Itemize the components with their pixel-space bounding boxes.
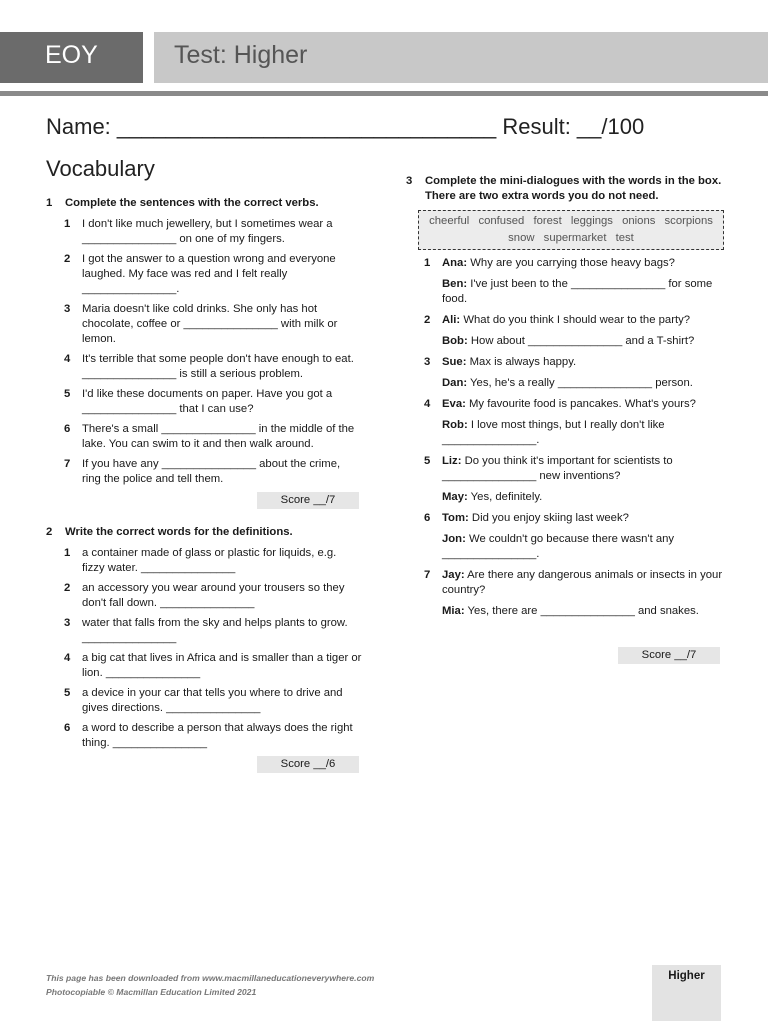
speaker: Jay: — [442, 569, 465, 581]
exercise-number: 3 — [406, 175, 413, 187]
item-number: 4 — [424, 398, 431, 410]
speaker: Dan: — [442, 377, 468, 389]
word-box-word: scorpions — [664, 215, 713, 227]
dialogue-item — [424, 355, 726, 397]
item-text: a word to describe a person that always does the right thing. _______________ — [82, 722, 353, 749]
item-number: 4 — [64, 652, 71, 664]
speaker: May: — [442, 491, 468, 503]
right-column — [406, 174, 726, 680]
dialogue-item — [424, 454, 726, 511]
name-label: Name: — [46, 114, 117, 139]
speaker: Rob: — [442, 419, 468, 431]
item-number: 2 — [64, 253, 71, 265]
line-text: Did you enjoy skiing last week? — [468, 512, 629, 524]
dialogue-line — [442, 568, 726, 598]
line-text: Why are you carrying those heavy bags? — [467, 257, 675, 269]
item-number: 6 — [64, 423, 71, 435]
item-number: 2 — [424, 314, 431, 326]
word-box-word: confused — [478, 215, 525, 227]
dialogue-line — [442, 334, 726, 349]
list-item — [64, 686, 362, 716]
list-item — [64, 422, 362, 452]
list-item — [64, 616, 362, 646]
item-text: a big cat that lives in Africa and is smaller than a tiger or lion. _______________ — [82, 652, 362, 679]
exercise-1-items — [64, 217, 362, 487]
word-box-word: onions — [622, 215, 656, 227]
footer — [46, 971, 374, 999]
line-text: Yes, he's a really _______________ person. — [467, 377, 693, 389]
speaker: Bob: — [442, 335, 468, 347]
exercise-3-score: Score __/7 — [618, 647, 720, 664]
word-box-word: supermarket — [543, 232, 607, 244]
footer-download-note: This page has been downloaded from www.macmillaneducationeverywhere.com — [46, 973, 375, 983]
dialogue-line — [442, 418, 726, 448]
speaker: Ali: — [442, 314, 461, 326]
exercise-number: 1 — [46, 197, 53, 209]
item-number: 1 — [424, 257, 431, 269]
list-item — [64, 252, 362, 297]
dialogue-line — [442, 376, 726, 391]
result-label: Result: — [496, 114, 577, 139]
speaker: Liz: — [442, 455, 462, 467]
exercise-2-score: Score __/6 — [257, 756, 359, 773]
item-text: I'd like these documents on paper. Have you got a _______________ that I can use? — [82, 388, 333, 415]
line-text: Are there any dangerous animals or insects in your country? — [442, 569, 723, 596]
speaker: Ben: — [442, 278, 468, 290]
exercise-3-heading — [406, 174, 726, 204]
speaker: Mia: — [442, 605, 465, 617]
item-text: a device in your car that tells you where to drive and gives directions. _______________ — [82, 687, 343, 714]
dialogue-line — [442, 397, 726, 412]
item-number: 5 — [424, 455, 431, 467]
item-text: water that falls from the sky and helps plants to grow. _______________ — [82, 617, 348, 644]
header-tag: EOY — [45, 41, 98, 69]
dialogue-item — [424, 568, 726, 625]
dialogue-line — [442, 532, 726, 562]
header-tag-box — [0, 32, 143, 83]
line-text: What do you think I should wear to the party? — [460, 314, 691, 326]
dialogue-item — [424, 511, 726, 568]
item-text: an accessory you wear around your trousers so they don't fall down. _______________ — [82, 582, 345, 609]
item-number: 5 — [64, 388, 71, 400]
item-number: 6 — [64, 722, 71, 734]
speaker: Sue: — [442, 356, 467, 368]
header-title-box — [154, 32, 768, 83]
item-number: 3 — [64, 617, 71, 629]
item-number: 2 — [64, 582, 71, 594]
word-box — [418, 210, 724, 250]
item-number: 3 — [424, 356, 431, 368]
item-text: a container made of glass or plastic for liquids, e.g. fizzy water. _______________ — [82, 547, 337, 574]
dialogue-item — [424, 397, 726, 454]
speaker: Jon: — [442, 533, 466, 545]
item-text: I got the answer to a question wrong and everyone laughed. My face was red and I felt really _______________. — [82, 253, 336, 295]
exercise-instruction: Complete the sentences with the correct verbs. — [65, 197, 319, 209]
item-number: 7 — [424, 569, 431, 581]
dialogue-line — [442, 490, 726, 505]
speaker: Tom: — [442, 512, 469, 524]
dialogue-line — [442, 355, 726, 370]
list-item — [64, 387, 362, 417]
list-item — [64, 457, 362, 487]
dialogue-line — [442, 511, 726, 526]
word-box-word: snow — [508, 232, 535, 244]
exercise-3-dialogues — [424, 256, 726, 625]
word-box-word: test — [615, 232, 634, 244]
word-box-word: cheerful — [429, 215, 470, 227]
line-text: How about _______________ and a T-shirt? — [467, 335, 695, 347]
list-item — [64, 302, 362, 347]
dialogue-line — [442, 604, 726, 619]
name-blank: _______________________________ — [116, 114, 497, 139]
result-value: __/100 — [576, 114, 645, 139]
item-text: There's a small _______________ in the middle of the lake. You can swim to it and then walk around. — [82, 423, 355, 450]
item-text: It's terrible that some people don't have enough to eat. _______________ is still a serious problem. — [82, 353, 354, 380]
item-number: 6 — [424, 512, 431, 524]
list-item — [64, 721, 362, 751]
list-item — [64, 352, 362, 382]
item-text: If you have any _______________ about the crime, ring the police and tell them. — [82, 458, 341, 485]
item-text: Maria doesn't like cold drinks. She only has hot chocolate, coffee or _______________ with milk or lemon. — [82, 303, 338, 345]
line-text: Yes, definitely. — [467, 491, 543, 503]
exercise-2-items — [64, 546, 362, 751]
exercise-2-heading — [46, 525, 362, 540]
exercise-1-heading — [46, 196, 362, 211]
word-box-word: forest — [533, 215, 562, 227]
item-number: 1 — [64, 218, 71, 230]
line-text: Do you think it's important for scientists to _______________ new inventions? — [442, 455, 673, 482]
dialogue-item — [424, 313, 726, 355]
dialogue-line — [442, 277, 726, 307]
dialogue-line — [442, 454, 726, 484]
item-number: 3 — [64, 303, 71, 315]
line-text: I love most things, but I really don't like _______________. — [442, 419, 665, 446]
exercise-1-score: Score __/7 — [257, 492, 359, 509]
exercise-instruction: Write the correct words for the definitions. — [65, 526, 293, 538]
footer-copyright: Photocopiable © Macmillan Education Limited 2021 — [46, 987, 257, 997]
exercise-number: 2 — [46, 526, 53, 538]
speaker: Ana: — [442, 257, 468, 269]
line-text: I've just been to the _______________ for some food. — [442, 278, 713, 305]
left-column — [46, 196, 362, 789]
line-text: Yes, there are _______________ and snakes. — [464, 605, 699, 617]
dialogue-item — [424, 256, 726, 313]
list-item — [64, 546, 362, 576]
exercise-instruction: Complete the mini-dialogues with the words in the box. There are two extra words you do not need. — [425, 175, 722, 202]
line-text: We couldn't go because there wasn't any _______________. — [442, 533, 675, 560]
list-item — [64, 581, 362, 611]
item-number: 5 — [64, 687, 71, 699]
item-text: I don't like much jewellery, but I sometimes wear a _______________ on one of my fingers. — [82, 218, 333, 245]
list-item — [64, 651, 362, 681]
item-number: 1 — [64, 547, 71, 559]
line-text: Max is always happy. — [466, 356, 577, 368]
header-rule — [0, 91, 768, 96]
word-box-word: leggings — [570, 215, 613, 227]
item-number: 4 — [64, 353, 71, 365]
section-title: Vocabulary — [46, 156, 155, 181]
dialogue-line — [442, 313, 726, 328]
name-result-line — [46, 114, 644, 140]
dialogue-line — [442, 256, 726, 271]
line-text: My favourite food is pancakes. What's yours? — [465, 398, 696, 410]
list-item — [64, 217, 362, 247]
header-title: Test: Higher — [174, 41, 308, 69]
speaker: Eva: — [442, 398, 466, 410]
item-number: 7 — [64, 458, 71, 470]
level-badge: Higher — [652, 965, 721, 1021]
